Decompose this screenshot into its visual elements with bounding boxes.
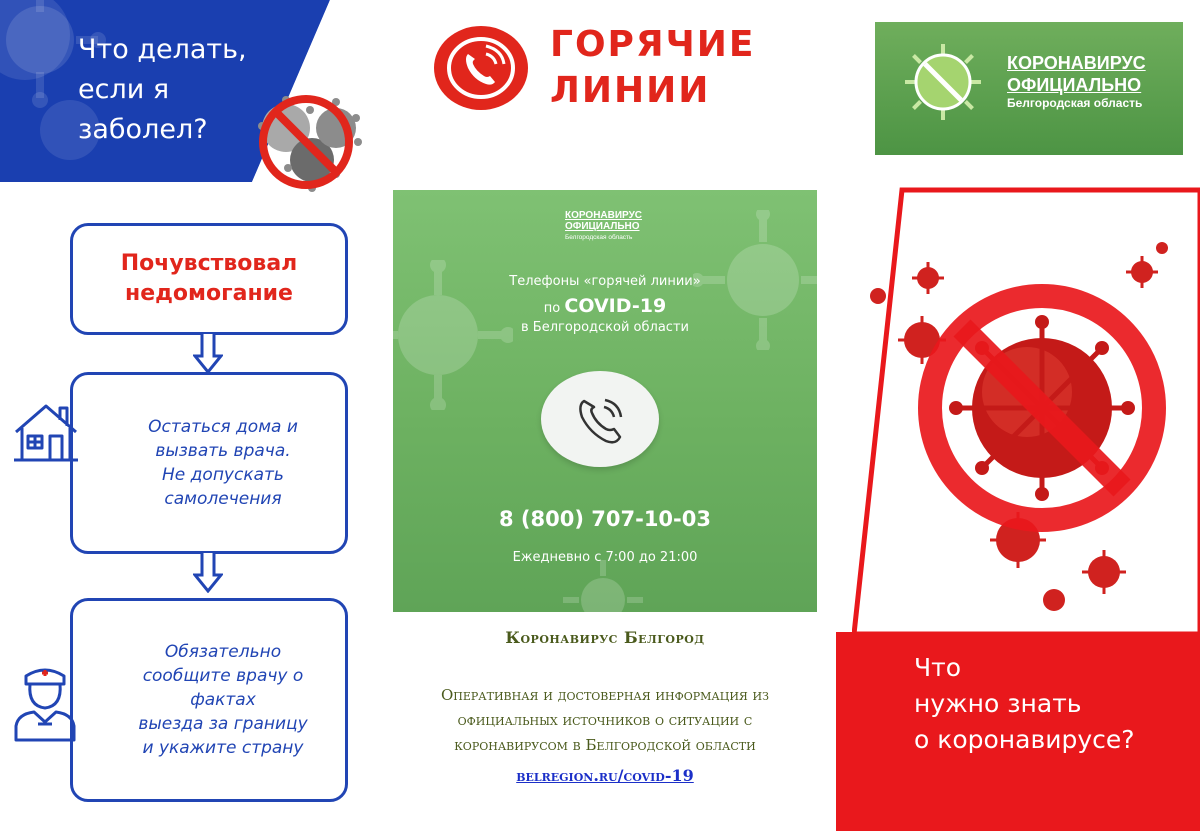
step-1-text: Почувствовал недомогание	[120, 251, 298, 306]
phone-hotline-logo-icon	[432, 24, 530, 112]
official-logo-line3: Белгородская область	[1007, 96, 1143, 110]
middle-description: Оперативная и достоверная информация из официальных источников о ситуации с коронавирусом в Белгородской области	[440, 686, 770, 754]
hotline-phone-number[interactable]: 8 (800) 707-10-03	[499, 507, 711, 531]
step-3-text: Обязательно сообщите врачу о фактах выезда за границу и укажите страну	[138, 642, 308, 758]
house-icon	[12, 398, 80, 466]
down-arrow-icon	[193, 553, 223, 593]
left-title: Что делать, если я заболел?	[78, 34, 247, 145]
covid-info-link[interactable]: belregion.ru/covid-19	[516, 766, 694, 785]
virus-bg-icon	[563, 560, 643, 612]
card-logo-line3: Белгородская область	[565, 234, 633, 241]
crossed-virus-logo-icon	[905, 44, 981, 120]
step-inform-doctor	[70, 598, 348, 802]
card-logo-line1: КОРОНАВИРУС	[565, 210, 643, 221]
question-text: Что нужно знать о коронавирусе?	[914, 653, 1135, 754]
down-arrow-icon	[193, 334, 223, 374]
hotline-hours: Ежедневно с 7:00 до 21:00	[512, 550, 698, 565]
crossed-virus-icon	[252, 88, 370, 198]
phone-icon	[574, 393, 628, 447]
nurse-icon	[12, 662, 78, 742]
card-hotline-label: Телефоны «горячей линии»	[509, 274, 701, 289]
step-stay-home	[70, 372, 348, 554]
card-covid-line	[393, 295, 817, 317]
phone-call-button[interactable]	[541, 371, 659, 467]
official-logo-banner	[875, 22, 1183, 155]
red-frame	[852, 182, 1200, 642]
official-logo-line2: ОФИЦИАЛЬНО	[1007, 75, 1142, 95]
card-covid-label: COVID-19	[564, 295, 667, 317]
card-logo-line2: ОФИЦИАЛЬНО	[565, 221, 640, 232]
middle-heading: Коронавирус Белгород	[505, 628, 705, 647]
official-logo-line1: КОРОНАВИРУС	[1007, 53, 1146, 73]
hotline-card	[393, 190, 817, 612]
card-covid-prefix: по	[543, 301, 561, 316]
card-logo	[565, 210, 642, 243]
official-logo-text	[1007, 52, 1146, 110]
step-2-text: Остаться дома и вызвать врача. Не допускать самолечения	[148, 417, 298, 509]
hotline-title: ГОРЯЧИЕ ЛИНИИ	[550, 24, 756, 111]
step-feel-unwell	[70, 223, 348, 335]
card-region-label: в Белгородской области	[521, 320, 689, 335]
